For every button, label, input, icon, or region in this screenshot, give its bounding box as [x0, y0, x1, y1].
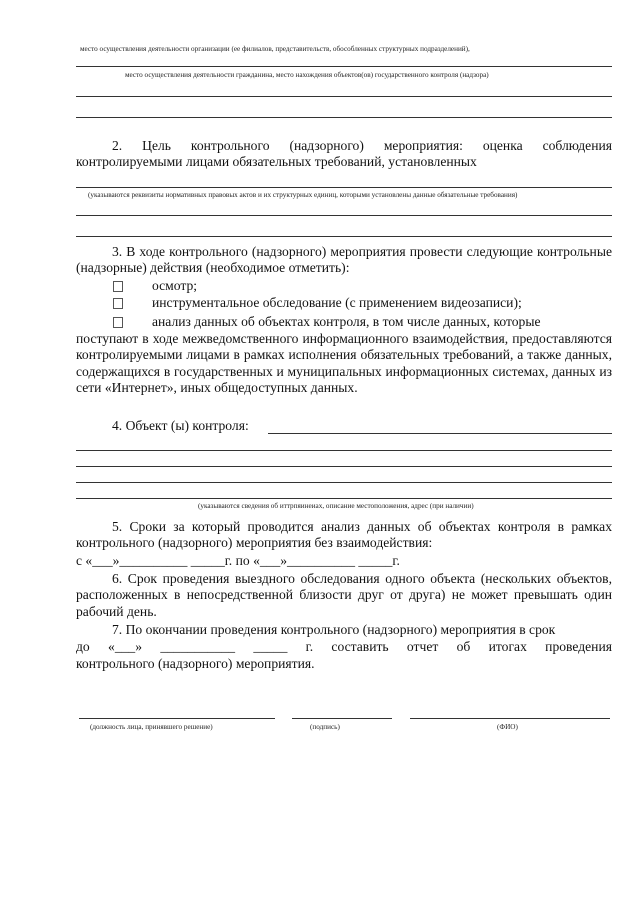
- checkbox-inspection[interactable]: [113, 281, 123, 292]
- section-5-text: 5. Сроки за который проводится анализ данных об объектах контроля в рамках контрольного (надзорного) мероприятия без взаимодействия:: [76, 519, 612, 551]
- option-inspection: осмотр;: [152, 278, 198, 293]
- checkbox-instrumental-survey[interactable]: [113, 298, 123, 309]
- position-signature-line: [79, 718, 275, 719]
- section-4-label: 4. Объект (ы) контроля:: [112, 418, 249, 433]
- name-caption: (ФИО): [497, 723, 518, 731]
- fill-line: [76, 450, 612, 451]
- signature-line: [292, 718, 392, 719]
- section-2-purpose: 2. Цель контрольного (надзорного) мероприятия: оценка соблюдения контролируемыми лицами обязательных требований, установленных: [76, 138, 612, 170]
- section-3-intro: 3. В ходе контрольного (надзорного) мероприятия провести следующие контрольные (надзорные) действия (необходимое отметить):: [76, 244, 612, 276]
- section-7-line2: до «___» ___________ _____ г. составить отчет об итогах проведения: [76, 639, 612, 654]
- option-data-analysis-continuation: поступают в ходе межведомственного информационного взаимодействия, предоставляются контролируемыми лицами в рамках исполнения обязательных требований, а также данных, содержащихся в государственных и муниципальных информационных системах, данных из сети «Интернет», иных общедоступных данных.: [76, 331, 612, 396]
- section-2-caption: (указываются реквизиты нормативных правовых актов и их структурных единиц, которыми установлены данные обязательные требования): [88, 191, 518, 199]
- fill-line: [76, 66, 612, 67]
- fill-line: [76, 117, 612, 118]
- position-caption: (должность лица, принявшего решение): [90, 723, 213, 731]
- citizen-location-caption: место осуществления деятельности гражданина, место нахождения объектов(ов) государственного контроля (надзора): [125, 71, 489, 79]
- fill-line: [76, 215, 612, 216]
- section-4-caption: (указываются сведения об иттрпяинеиах, описание местоположения, адрес (при наличии): [198, 502, 474, 510]
- signature-caption: (подпись): [310, 723, 340, 731]
- fill-line: [76, 187, 612, 188]
- section-7-line1: 7. По окончании проведения контрольного (надзорного) мероприятия в срок: [112, 622, 556, 637]
- fill-line: [76, 466, 612, 467]
- section-7-line3: контрольного (надзорного) мероприятия.: [76, 656, 315, 671]
- section-5-dates: с «___»__________ _____г. по «___»__________ _____г.: [76, 553, 400, 568]
- fill-line: [76, 96, 612, 97]
- fill-line: [76, 498, 612, 499]
- checkbox-data-analysis[interactable]: [113, 317, 123, 328]
- option-instrumental-survey: инструментальное обследование (с применением видеозаписи);: [152, 295, 522, 310]
- org-location-caption: место осуществления деятельности организации (ее филиалов, представительств, обособленных структурных подразделений),: [80, 45, 470, 53]
- fill-line: [76, 236, 612, 237]
- name-signature-line: [410, 718, 610, 719]
- option-data-analysis: анализ данных об объектах контроля, в том числе данных, которые: [152, 314, 541, 329]
- section-6-text: 6. Срок проведения выездного обследования одного объекта (нескольких объектов, расположенных в непосредственной близости друг от друга) не может превышать один рабочий день.: [76, 571, 612, 619]
- fill-line: [268, 433, 612, 434]
- fill-line: [76, 482, 612, 483]
